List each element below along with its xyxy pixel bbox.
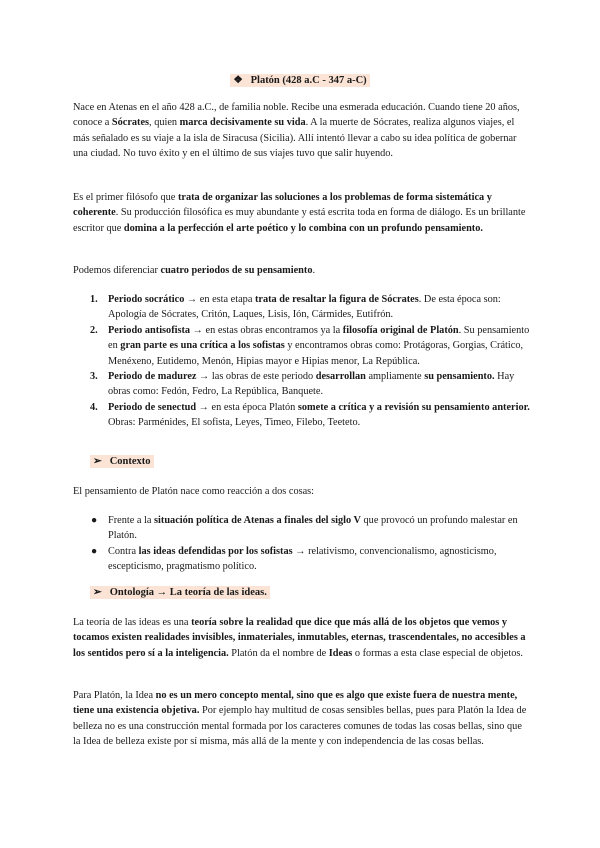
context-intro-paragraph: El pensamiento de Platón nace como reacción a dos cosas:	[73, 486, 315, 497]
list-item: 4. Periodo de senectud → en esta época Platón somete a crítica y a revisión su pensamiento anterior. Obras: Parménides, El sofista, Leyes, Timeo, Filebo, Teeteto.	[90, 401, 530, 429]
list-item: 3. Periodo de madurez → las obras de este periodo desarrollan ampliamente su pensamiento. Hay obras como: Fedón, Fedro, La República, Banquete.	[90, 371, 515, 398]
theory-paragraph: La teoría de las ideas es una teoría sobre la realidad que dice que más allá de los objetos que vemos y tocamos existen realidades invisibles, inmateriales, inmutables, eternas, trascendentales, no accesibles a los sentidos pero sí a la inteligencia. Platón da el nombre de Ideas o formas a esta clase especial de objetos.	[73, 617, 526, 659]
periods-list	[90, 292, 530, 431]
periods-intro-paragraph: Podemos diferenciar cuatro periodos de su pensamiento.	[73, 265, 316, 276]
intro-paragraph: Nace en Atenas en el año 428 a.C., de familia noble. Recibe una esmerada educación. Cuando tiene 20 años, conoce a Sócrates, quien marca decisivamente su vida. A la muerte de Sócrates, realiza algunos viajes, el más señalado es su viaje a la isla de Siracusa (Sicilia). Allí intentó llevar a cabo su idea política de gobernar una ciudad. No tuvo éxito y en el último de sus viajes tuvo que salir huyendo.	[73, 102, 520, 160]
idea-paragraph: Para Platón, la Idea no es un mero concepto mental, sino que es algo que existe fuera de nuestra mente, tiene una existencia objetiva. Por ejemplo hay multitud de cosas sensibles bellas, pues para Platón la Idea de belleza no es una construcción mental formada por los caracteres comunes de todas las cosas bellas, sino que la Idea de belleza existe por sí misma, más allá de la mente y con independencia de las cosas bellas.	[73, 690, 527, 748]
title-highlight	[230, 74, 369, 87]
title-text: Platón (428 a.C - 347 a-C)	[250, 75, 367, 86]
diamond-bullet-icon: ❖	[233, 75, 243, 86]
section-heading-ontologia: ➢ Ontología → La teoría de las ideas.	[90, 586, 270, 598]
bullet-dot-icon: ●	[91, 545, 98, 557]
list-item: ● Frente a la situación política de Atenas a finales del siglo V que provocó un profundo malestar en Platón.	[91, 515, 518, 542]
list-item: 2. Periodo antisofista → en estas obras encontramos ya la filosofía original de Platón. Su pensamiento en gran parte es una crítica a los sofistas y encontramos obras como: Protágoras, Gorgias, Crático, Menéxeno, Eutidemo, Menón, Hipias mayor e Hipias menor, La República.	[90, 324, 530, 367]
arrow-bullet-icon: ➢	[93, 456, 102, 467]
document-title	[0, 70, 600, 88]
arrow-bullet-icon: ➢	[93, 587, 102, 598]
systematic-paragraph: Es el primer filósofo que trata de organizar las soluciones a los problemas de forma sistemática y coherente. Su producción filosófica es muy abundante y está escrita toda en forma de diálogo. Es un brillante escritor que domina a la perfección el arte poético y lo combina con un profundo pensamiento.	[73, 192, 526, 234]
causes-list	[90, 513, 530, 575]
list-item: ● Contra las ideas defendidas por los sofistas → relativismo, convencionalismo, agnosticismo, escepticismo, pragmatismo político.	[91, 545, 497, 573]
section-heading-contexto: ➢ Contexto	[90, 455, 154, 467]
bullet-dot-icon: ●	[91, 515, 98, 526]
list-item: 1. Periodo socrático → en esta etapa trata de resaltar la figura de Sócrates. De esta época son: Apología de Sócrates, Critón, Laques, Lisis, Ión, Cármides, Eutifrón.	[90, 294, 501, 321]
